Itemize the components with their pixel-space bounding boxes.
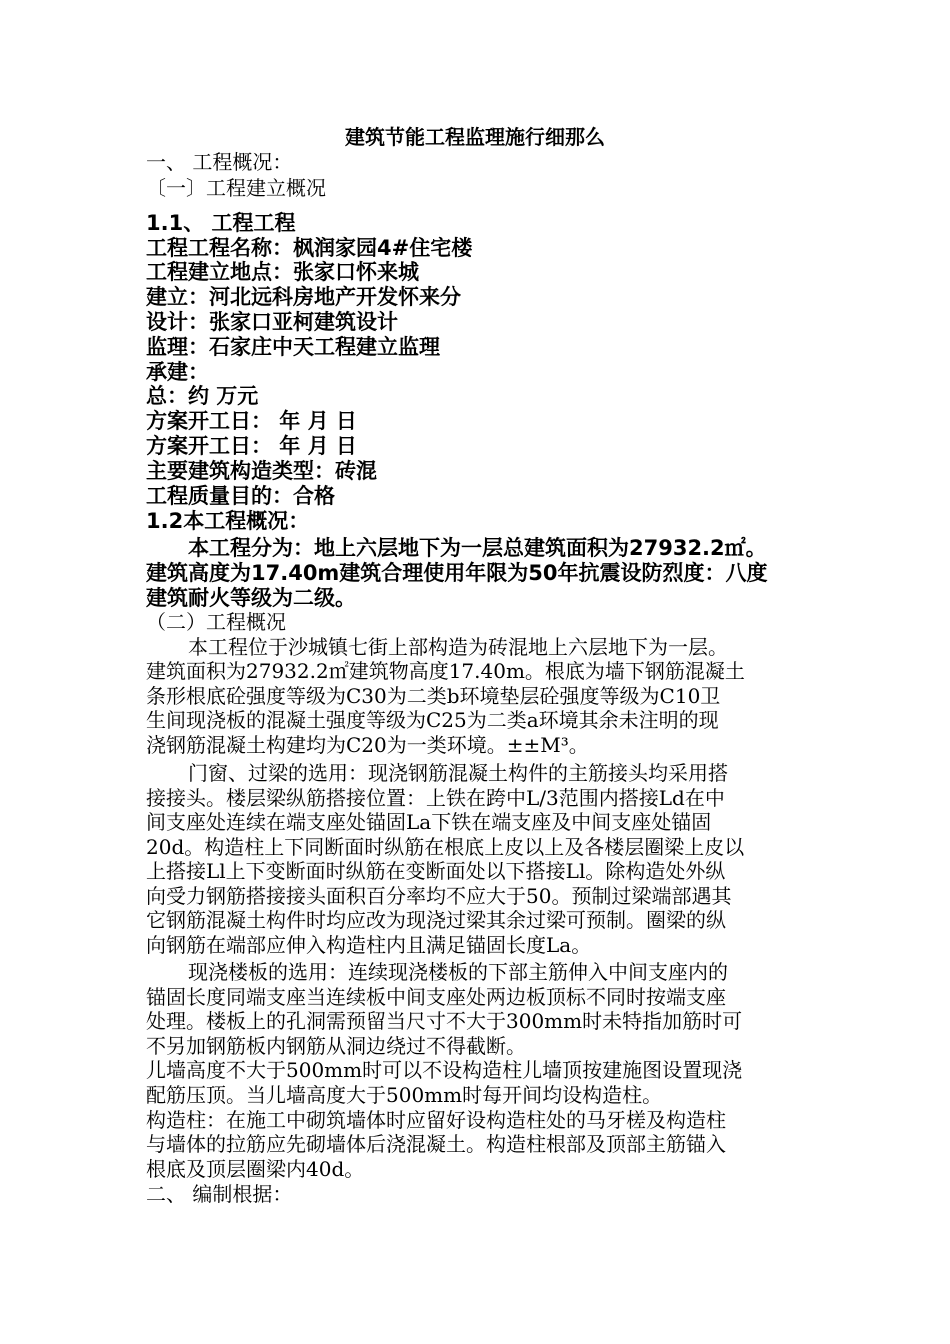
paragraph-line: 本工程位于沙城镇七街上部构造为砖混地上六层地下为一层。 (188, 635, 728, 659)
paragraph-line: 生间现浇板的混凝土强度等级为C25为二类a环境其余未注明的现 (146, 708, 719, 732)
paragraph-line: 建筑面积为27932.2㎡建筑物高度17.40m。根底为墙下钢筋混凝土 (146, 659, 745, 683)
paragraph-line: 接接头。楼层梁纵筋搭接位置：上铁在跨中L/3范围内搭接Ld在中 (146, 786, 725, 810)
paragraph-line: 构造柱：在施工中砌筑墙体时应留好设构造柱处的马牙槎及构造柱 (146, 1108, 726, 1132)
project-total: 总：约 万元 (146, 384, 259, 408)
paragraph-line: 它钢筋混凝土构件时均应改为现浇过梁其余过梁可预制。圈梁的纵 (146, 908, 726, 932)
paragraph-line: 向受力钢筋搭接接头面积百分率均不应大于50。预制过梁端部遇其 (146, 884, 732, 908)
project-designer: 设计：张家口亚柯建筑设计 (146, 310, 398, 334)
paragraph-line: 配筋压顶。当儿墙高度大于500mm时每开间均设构造柱。 (146, 1083, 663, 1107)
paragraph-line: 间支座处连续在端支座处锚固La下铁在端支座及中间支座处锚固 (146, 810, 712, 834)
overview-heading: 1.2本工程概况： (146, 509, 310, 533)
paragraph-line: 门窗、过梁的选用：现浇钢筋混凝土构件的主筋接头均采用搭 (188, 761, 728, 785)
project-contractor: 承建： (146, 360, 209, 384)
paragraph-line: 锚固长度同端支座当连续板中间支座处两边板顶标不同时按端支座 (146, 985, 726, 1009)
structure-type: 主要建筑构造类型：砖混 (146, 459, 377, 483)
paragraph-line: 向钢筋在端部应伸入构造柱内且满足锚固长度La。 (146, 933, 592, 957)
info-heading: 1.1、 工程工程 (146, 211, 296, 235)
overview-line: 本工程分为：地上六层地下为一层总建筑面积为27932.2㎡。 (188, 536, 767, 560)
section-heading-overview: 一、 工程概况： (146, 150, 293, 174)
paragraph-line: 与墙体的拉筋应先砌墙体后浇混凝土。构造柱根部及顶部主筋锚入 (146, 1132, 726, 1156)
paragraph-line: 上搭接Ll上下变断面时纵筋在变断面处以下搭接Ll。除构造处外纵 (146, 859, 726, 883)
subsection-heading-construction: 〔一〕工程建立概况 (146, 176, 326, 200)
planned-start-date: 方案开工日： 年 月 日 (146, 409, 357, 433)
project-supervisor: 监理：石家庄中天工程建立监理 (146, 335, 440, 359)
paragraph-line: 浇钢筋混凝土构建均为C20为一类环境。±±M³。 (146, 733, 589, 757)
paragraph-line: 20d。构造柱上下同断面时纵筋在根底上皮以上及各楼层圈梁上皮以 (146, 835, 745, 859)
planned-start-date-2: 方案开工日： 年 月 日 (146, 434, 357, 458)
paragraph-line: 根底及顶层圈梁内40d。 (146, 1157, 365, 1181)
section-heading-basis: 二、 编制根据： (146, 1182, 293, 1206)
paragraph-line: 处理。楼板上的孔洞需预留当尺寸不大于300mm时未特指加筋时可 (146, 1009, 743, 1033)
overview-line: 建筑高度为17.40m建筑合理使用年限为50年抗震设防烈度：八度 (146, 561, 768, 585)
project-location: 工程建立地点：张家口怀来城 (146, 260, 419, 284)
document-title: 建筑节能工程监理施行细那么 (345, 125, 605, 149)
quality-target: 工程质量目的：合格 (146, 484, 335, 508)
overview-line: 建筑耐火等级为二级。 (146, 586, 356, 610)
paragraph-line: 儿墙高度不大于500mm时可以不设构造柱儿墙顶按建施图设置现浇 (146, 1058, 743, 1082)
project-developer: 建立：河北远科房地产开发怀来分 (146, 285, 461, 309)
subsection-heading-project: （二）工程概况 (146, 610, 286, 634)
paragraph-line: 现浇楼板的选用：连续现浇楼板的下部主筋伸入中间支座内的 (188, 960, 728, 984)
project-name: 工程工程名称：枫润家园4#住宅楼 (146, 236, 473, 260)
paragraph-line: 不另加钢筋板内钢筋从洞边绕过不得截断。 (146, 1034, 526, 1058)
paragraph-line: 条形根底砼强度等级为C30为二类b环境垫层砼强度等级为C10卫 (146, 684, 721, 708)
